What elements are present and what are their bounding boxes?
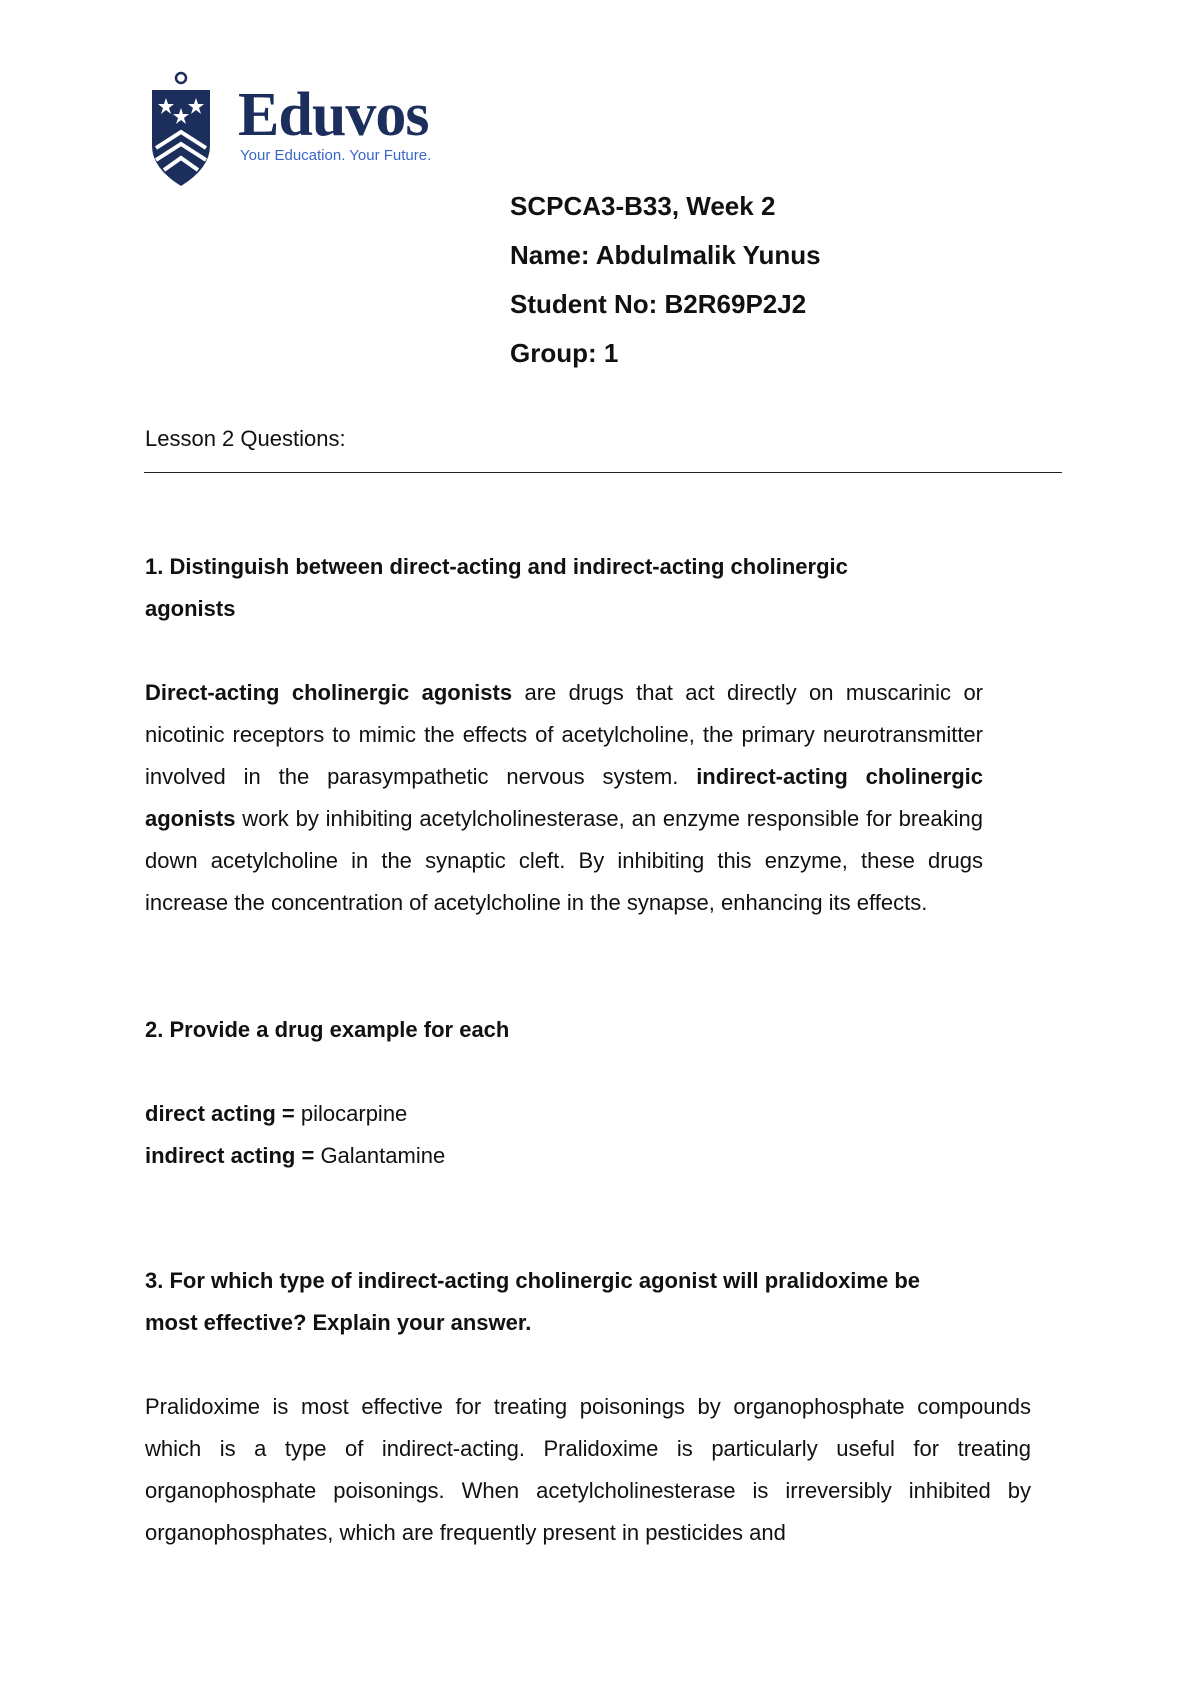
direct-acting-label: direct acting =	[145, 1101, 295, 1126]
divider	[144, 472, 1062, 473]
logo-tagline: Your Education. Your Future.	[240, 147, 432, 164]
question-1-heading-line1: 1. Distinguish between direct-acting and indirect-acting cholinergic	[145, 554, 848, 579]
answer-1-text-a: are drugs that act directly on muscarinic or nicotinic receptors to mimic the effects of acetylcholine, the primary neurotransmitter involved in the parasympathetic nervous system.	[145, 680, 984, 789]
question-1-answer	[145, 672, 983, 924]
direct-acting-drug: pilocarpine	[294, 1101, 408, 1126]
question-3-heading-line2: most effective? Explain your answer.	[145, 1310, 532, 1335]
lesson-title: Lesson 2 Questions:	[145, 426, 346, 451]
question-3-heading	[145, 1260, 920, 1344]
question-1-heading	[145, 546, 848, 630]
eduvos-crest-icon	[144, 68, 224, 188]
term-direct-acting: Direct-acting cholinergic agonists	[145, 680, 513, 705]
indirect-acting-label: indirect acting =	[145, 1143, 315, 1168]
question-3-answer: Pralidoxime is most effective for treating poisonings by organophosphate compounds which is a type of indirect-acting. Pralidoxime is particularly useful for treating organophosphate poisonings. When acetylcholinesterase is irreversibly inhibited by organophosphates, which are frequently present in pesticides and	[145, 1394, 1031, 1545]
question-3-heading-line1: 3. For which type of indirect-acting cholinergic agonist will pralidoxime be	[145, 1268, 921, 1293]
group-number: Group: 1	[510, 338, 619, 368]
answer-1-text-b: work by inhibiting acetylcholinesterase, an enzyme responsible for breaking down acetylcholine in the synaptic cleft. By inhibiting this enzyme, these drugs increase the concentration of acetylcholine in the synapse, enhancing its effects.	[145, 806, 983, 915]
eduvos-logo	[144, 68, 474, 188]
student-name: Name: Abdulmalik Yunus	[510, 240, 821, 270]
direct-acting-example	[145, 1093, 445, 1135]
term-indirect-acting: indirect-acting cholinergic agonists	[145, 764, 984, 831]
indirect-acting-example	[145, 1135, 445, 1177]
question-1-heading-line2: agonists	[145, 596, 236, 621]
student-number: Student No: B2R69P2J2	[510, 289, 807, 319]
indirect-acting-drug: Galantamine	[314, 1143, 446, 1168]
question-2-heading: 2. Provide a drug example for each	[145, 1017, 510, 1042]
student-info	[510, 182, 821, 378]
course-code: SCPCA3-B33, Week 2	[510, 191, 776, 221]
question-2-answer	[145, 1093, 445, 1177]
logo-wordmark: Eduvos	[238, 81, 429, 149]
